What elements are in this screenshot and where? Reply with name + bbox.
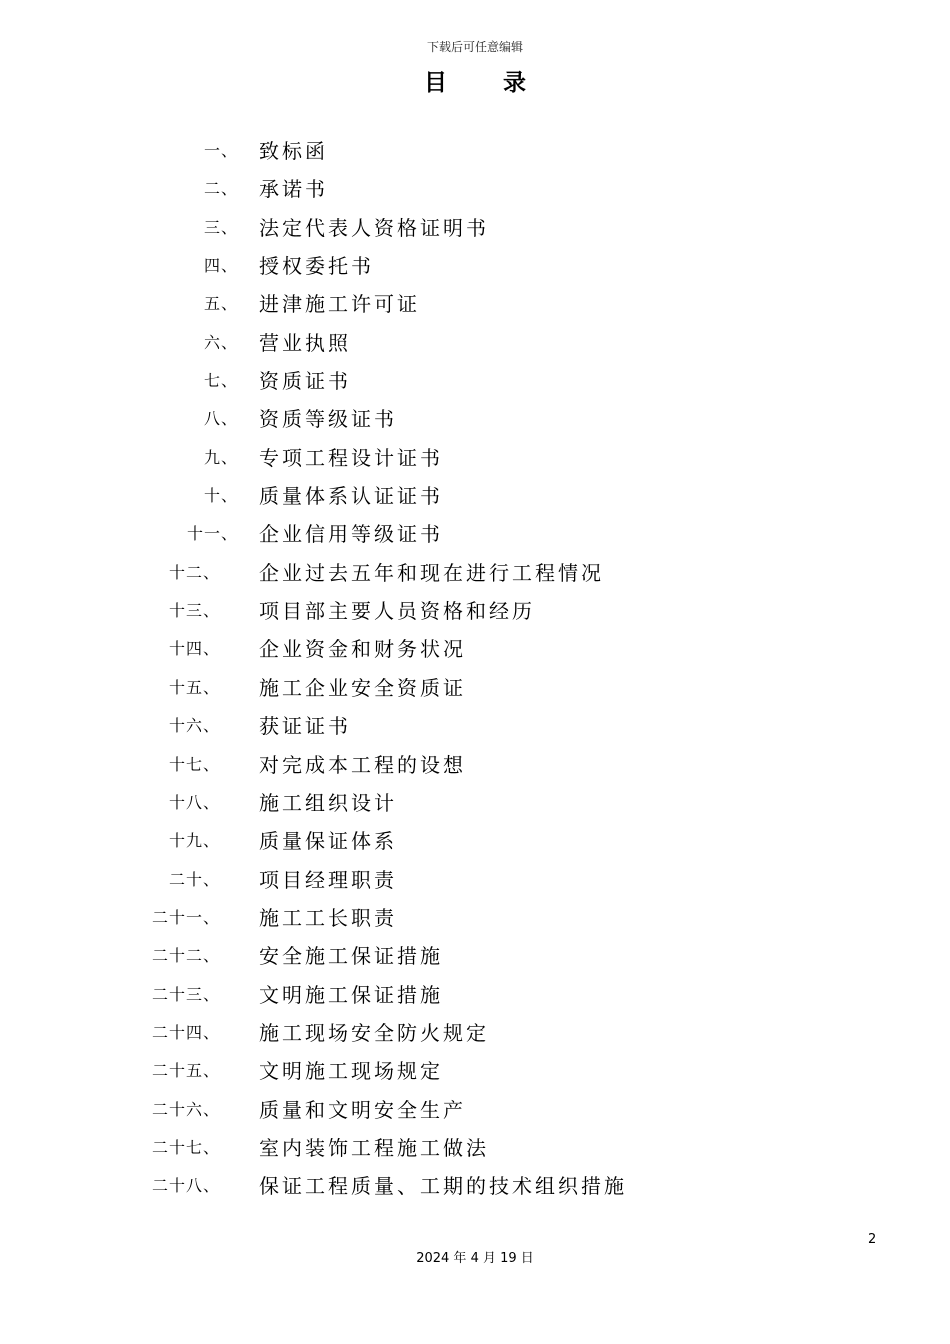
toc-item-number: 七、 <box>203 371 238 391</box>
toc-item <box>0 861 950 899</box>
toc-item <box>0 784 950 822</box>
toc-item-number: 二十二、 <box>151 946 220 966</box>
toc-item-number: 二十三、 <box>151 984 220 1004</box>
toc-item <box>0 822 950 860</box>
toc-item-title: 企业资金和财务状况 <box>259 637 466 662</box>
toc-item <box>0 746 950 784</box>
toc-item <box>0 630 950 668</box>
toc-item-title: 资质等级证书 <box>259 407 397 432</box>
toc-item-number: 二十五、 <box>151 1061 220 1081</box>
toc-item-number: 十二、 <box>168 562 220 582</box>
toc-item-title: 专项工程设计证书 <box>259 445 443 470</box>
toc-item-number: 三、 <box>203 217 238 237</box>
toc-item-title: 企业信用等级证书 <box>259 522 443 547</box>
toc-item-number: 二十八、 <box>151 1176 220 1196</box>
toc-item <box>0 669 950 707</box>
toc-item-title: 资质证书 <box>259 369 351 394</box>
toc-item-title: 获证证书 <box>259 714 351 739</box>
toc-item <box>0 439 950 477</box>
toc-item-title: 进津施工许可证 <box>259 292 420 317</box>
toc-item-title: 法定代表人资格证明书 <box>259 215 489 240</box>
toc-item <box>0 1091 950 1129</box>
toc-item-number: 八、 <box>203 409 238 429</box>
toc-item <box>0 899 950 937</box>
toc-item-number: 二十六、 <box>151 1099 220 1119</box>
toc-item-number: 十一、 <box>186 524 238 544</box>
toc-item-number: 二十四、 <box>151 1022 220 1042</box>
toc-item-title: 质量保证体系 <box>259 829 397 854</box>
page-number: 2 <box>868 1232 877 1247</box>
toc-item <box>0 976 950 1014</box>
toc-item-title: 企业过去五年和现在进行工程情况 <box>259 560 604 585</box>
toc-item-title: 营业执照 <box>259 330 351 355</box>
header-note: 下载后可任意编辑 <box>426 40 523 54</box>
toc-item-number: 九、 <box>203 447 238 467</box>
toc-item-title: 室内装饰工程施工做法 <box>259 1135 489 1160</box>
toc-item-number: 十、 <box>203 486 238 506</box>
toc-item-title: 授权委托书 <box>259 254 374 279</box>
toc-item-title: 致标函 <box>259 139 328 163</box>
toc-item-number: 二十七、 <box>151 1137 220 1157</box>
table-of-contents <box>0 132 950 1206</box>
toc-item-title: 保证工程质量、工期的技术组织措施 <box>259 1174 627 1199</box>
toc-item-title: 项目经理职责 <box>259 867 397 892</box>
toc-item-title: 项目部主要人员资格和经历 <box>259 599 535 624</box>
toc-item-title: 承诺书 <box>259 177 328 202</box>
toc-item-number: 十七、 <box>168 754 220 774</box>
toc-item <box>0 285 950 323</box>
toc-item-number: 六、 <box>203 332 238 352</box>
toc-item <box>0 209 950 247</box>
toc-item-number: 十八、 <box>168 792 220 812</box>
toc-item <box>0 592 950 630</box>
toc-item <box>0 247 950 285</box>
toc-item-number: 四、 <box>203 256 238 276</box>
toc-item <box>0 554 950 592</box>
toc-item <box>0 1167 950 1205</box>
toc-item-number: 十九、 <box>168 831 220 851</box>
toc-item <box>0 937 950 975</box>
toc-item <box>0 477 950 515</box>
toc-item-title: 施工组织设计 <box>259 790 397 815</box>
toc-item-title: 质量和文明安全生产 <box>259 1097 466 1122</box>
toc-item-number: 五、 <box>203 294 238 314</box>
toc-item-number: 十六、 <box>168 716 220 736</box>
toc-item <box>0 515 950 553</box>
toc-item <box>0 132 950 170</box>
toc-item-number: 二、 <box>203 179 238 199</box>
toc-item-number: 二十一、 <box>151 907 220 927</box>
toc-item-title: 质量体系认证证书 <box>259 484 443 509</box>
toc-item <box>0 324 950 362</box>
toc-item-title: 对完成本工程的设想 <box>259 752 466 777</box>
toc-item <box>0 362 950 400</box>
toc-item-number: 一、 <box>203 141 238 160</box>
toc-item <box>0 400 950 438</box>
page-title: 目 录 <box>423 70 550 96</box>
toc-item-title: 施工企业安全资质证 <box>259 675 466 700</box>
toc-item-title: 文明施工现场规定 <box>259 1059 443 1084</box>
toc-item <box>0 1129 950 1167</box>
toc-item <box>0 1052 950 1090</box>
toc-item <box>0 170 950 208</box>
footer-date: 2024 年 4 月 19 日 <box>416 1251 534 1266</box>
toc-item <box>0 1014 950 1052</box>
toc-item-number: 十四、 <box>168 639 220 659</box>
toc-item-title: 施工现场安全防火规定 <box>259 1020 489 1045</box>
toc-item-number: 二十、 <box>168 869 220 889</box>
toc-item-title: 文明施工保证措施 <box>259 982 443 1007</box>
toc-item-title: 安全施工保证措施 <box>259 944 443 969</box>
toc-item-number: 十五、 <box>168 677 220 697</box>
toc-item <box>0 707 950 745</box>
toc-item-number: 十三、 <box>168 601 220 621</box>
toc-item-title: 施工工长职责 <box>259 905 397 930</box>
